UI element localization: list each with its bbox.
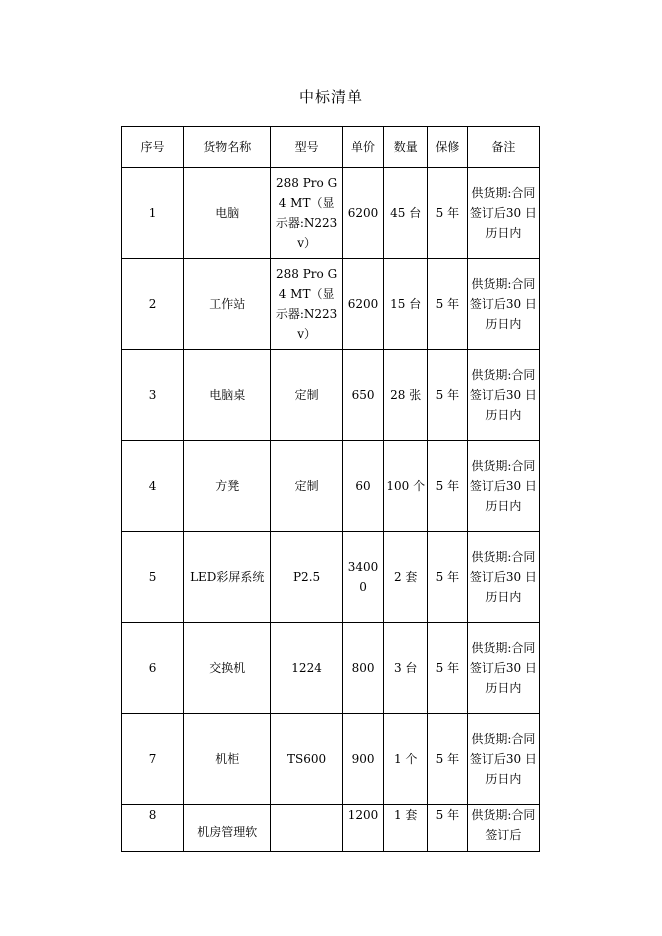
cell-price: 34000 <box>342 532 384 623</box>
cell-warranty: 5 年 <box>428 259 468 350</box>
cell-warranty: 5 年 <box>428 532 468 623</box>
cell-warranty: 5 年 <box>428 350 468 441</box>
cell-price: 6200 <box>342 168 384 259</box>
cell-warranty: 5 年 <box>428 623 468 714</box>
cell-no: 3 <box>122 350 184 441</box>
cell-no: 6 <box>122 623 184 714</box>
header-cell-note: 备注 <box>467 127 539 168</box>
cell-warranty: 5 年 <box>428 441 468 532</box>
cell-warranty: 5 年 <box>428 805 468 852</box>
cell-qty: 1 套 <box>384 805 428 852</box>
cell-no: 2 <box>122 259 184 350</box>
cell-price: 800 <box>342 623 384 714</box>
cell-model: TS600 <box>271 714 342 805</box>
cell-no: 1 <box>122 168 184 259</box>
cell-no: 5 <box>122 532 184 623</box>
table-row <box>122 441 540 532</box>
cell-warranty: 5 年 <box>428 168 468 259</box>
table-header-row <box>122 127 540 168</box>
cell-qty: 15 台 <box>384 259 428 350</box>
cell-note: 供货期:合同签订后30 日历日内 <box>467 350 539 441</box>
cell-model: 1224 <box>271 623 342 714</box>
cell-name: 电脑 <box>184 168 271 259</box>
cell-qty: 1 个 <box>384 714 428 805</box>
table-row <box>122 259 540 350</box>
cell-qty: 3 台 <box>384 623 428 714</box>
cell-note: 供货期:合同签订后30 日历日内 <box>467 441 539 532</box>
cell-note: 供货期:合同签订后30 日历日内 <box>467 714 539 805</box>
cell-model: 288 Pro G4 MT（显示器:N223v） <box>271 259 342 350</box>
cell-no: 7 <box>122 714 184 805</box>
cell-model: 定制 <box>271 441 342 532</box>
cell-name: 机房管理软 <box>184 805 271 852</box>
cell-qty: 45 台 <box>384 168 428 259</box>
cell-warranty: 5 年 <box>428 714 468 805</box>
cell-name: LED彩屏系统 <box>184 532 271 623</box>
cell-price: 6200 <box>342 259 384 350</box>
cell-model: P2.5 <box>271 532 342 623</box>
cell-qty: 28 张 <box>384 350 428 441</box>
cell-qty: 100 个 <box>384 441 428 532</box>
cell-model <box>271 805 342 852</box>
cell-model: 定制 <box>271 350 342 441</box>
cell-qty: 2 套 <box>384 532 428 623</box>
cell-name: 工作站 <box>184 259 271 350</box>
cell-price: 60 <box>342 441 384 532</box>
cell-note: 供货期:合同签订后30 日历日内 <box>467 532 539 623</box>
cell-name: 机柜 <box>184 714 271 805</box>
header-cell-price: 单价 <box>342 127 384 168</box>
cell-model: 288 Pro G4 MT（显示器:N223v） <box>271 168 342 259</box>
table-row <box>122 168 540 259</box>
table-row <box>122 350 540 441</box>
table-row <box>122 532 540 623</box>
header-cell-qty: 数量 <box>384 127 428 168</box>
cell-name: 电脑桌 <box>184 350 271 441</box>
page-title: 中标清单 <box>298 88 363 106</box>
cell-price: 900 <box>342 714 384 805</box>
cell-no: 4 <box>122 441 184 532</box>
cell-price: 650 <box>342 350 384 441</box>
cell-note: 供货期:合同签订后 <box>467 805 539 852</box>
cell-name: 方凳 <box>184 441 271 532</box>
table-row <box>122 805 540 852</box>
cell-note: 供货期:合同签订后30 日历日内 <box>467 168 539 259</box>
table-row <box>122 623 540 714</box>
table-row <box>122 714 540 805</box>
cell-price: 1200 <box>342 805 384 852</box>
cell-note: 供货期:合同签订后30 日历日内 <box>467 259 539 350</box>
bid-list-table <box>121 126 540 852</box>
cell-name: 交换机 <box>184 623 271 714</box>
header-cell-no: 序号 <box>122 127 184 168</box>
header-cell-model: 型号 <box>271 127 342 168</box>
header-cell-name: 货物名称 <box>184 127 271 168</box>
header-cell-warranty: 保修 <box>428 127 468 168</box>
cell-no: 8 <box>122 805 184 852</box>
cell-note: 供货期:合同签订后30 日历日内 <box>467 623 539 714</box>
